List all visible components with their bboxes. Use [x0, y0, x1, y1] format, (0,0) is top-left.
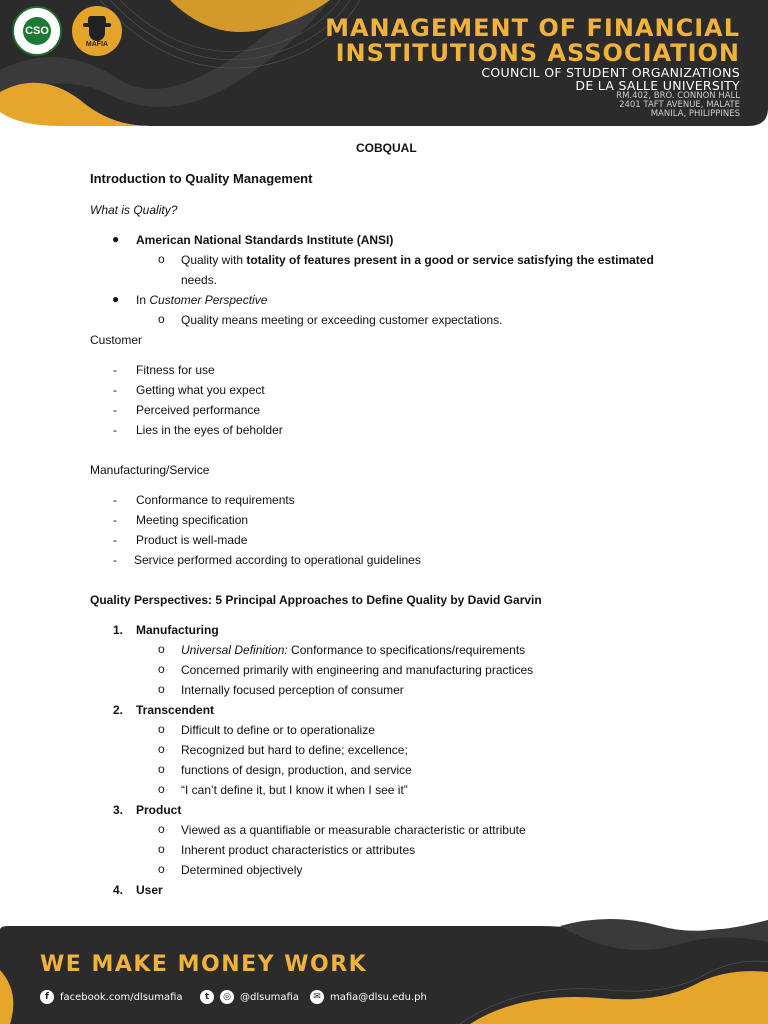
ansi-definition-c: needs.	[181, 273, 218, 287]
cp-b: Customer Perspective	[149, 293, 268, 307]
facebook-icon: f	[40, 990, 54, 1004]
letterhead-footer	[0, 912, 768, 1024]
sub-bullet-marker: o	[158, 782, 165, 796]
mafia-logo	[72, 6, 122, 56]
sub-bullet-marker: o	[158, 862, 165, 876]
org-title-line2: INSTITUTIONS ASSOCIATION	[335, 39, 740, 67]
list-item: Lies in the eyes of beholder	[136, 423, 283, 437]
approach-name: Manufacturing	[136, 623, 219, 637]
twitter-icon: t	[200, 990, 214, 1004]
email-link[interactable]: mafia@dlsu.edu.ph	[330, 991, 427, 1003]
council-line1: COUNCIL OF STUDENT ORGANIZATIONS	[481, 65, 740, 80]
footer-slogan: WE MAKE MONEY WORK	[40, 952, 368, 977]
manufacturing-definition	[181, 643, 525, 657]
list-item: Determined objectively	[181, 863, 303, 877]
dash-marker: -	[113, 533, 117, 547]
org-title-line1: MANAGEMENT OF FINANCIAL	[325, 14, 740, 42]
list-item: Viewed as a quantifiable or measurable characteristic or attribute	[181, 823, 526, 837]
list-item: Difficult to define or to operationalize	[181, 723, 375, 737]
approach-number: 4.	[113, 883, 124, 897]
dash-marker: -	[113, 493, 117, 507]
org-address	[616, 92, 740, 119]
universal-definition-text: Conformance to specifications/requirements	[287, 643, 526, 657]
list-item: Conformance to requirements	[136, 493, 295, 507]
dash-marker: -	[113, 423, 117, 437]
document-title: Introduction to Quality Management	[90, 171, 313, 186]
list-item: “I can’t define it, but I know it when I see it”	[181, 783, 408, 797]
ansi-definition-a: Quality with	[181, 253, 247, 267]
cp-a: In	[136, 293, 150, 307]
email-contact[interactable]	[310, 989, 427, 1005]
sub-bullet-marker: o	[158, 252, 165, 266]
letterhead-header	[0, 0, 768, 128]
dash-marker: -	[113, 403, 117, 417]
approach-name: User	[136, 883, 163, 897]
dash-marker: -	[113, 383, 117, 397]
facebook-link[interactable]: facebook.com/dlsumafia	[60, 991, 183, 1003]
social-contact[interactable]	[200, 989, 299, 1005]
sub-bullet-marker: o	[158, 312, 165, 326]
mafia-logo-text: MAFIA	[85, 41, 109, 48]
social-handle[interactable]: @dlsumafia	[240, 991, 299, 1003]
approach-name: Product	[136, 803, 182, 817]
customer-perspective	[136, 293, 267, 307]
instagram-icon: ◎	[220, 990, 234, 1004]
ansi-definition-b: totality of features present in a good or service satisfying the estimated	[246, 253, 654, 267]
approach-number: 1.	[113, 623, 124, 637]
approach-number: 2.	[113, 703, 124, 717]
sub-bullet-marker: o	[158, 742, 165, 756]
list-item: Product is well-made	[136, 533, 248, 547]
sub-bullet-marker: o	[158, 642, 165, 656]
list-item: Perceived performance	[136, 403, 261, 417]
list-item: Fitness for use	[136, 363, 215, 377]
sub-bullet-marker: o	[158, 662, 165, 676]
list-item: Concerned primarily with engineering and manufacturing practices	[181, 663, 534, 677]
cso-logo-text: CSO	[23, 17, 51, 45]
address-line3: MANILA, PHILIPPINES	[650, 109, 740, 119]
customer-heading: Customer	[90, 333, 143, 347]
bullet-marker: ●	[112, 292, 120, 306]
list-item: Meeting specification	[136, 513, 249, 527]
org-title	[325, 16, 740, 66]
ansi-label: American National Standards Institute (ANSI)	[136, 233, 394, 247]
sub-bullet-marker: o	[158, 762, 165, 776]
qp-heading: Quality Perspectives: 5 Principal Approaches to Define Quality by David Garvin	[90, 593, 542, 607]
ansi-definition	[181, 253, 654, 267]
dash-marker: -	[113, 513, 117, 527]
cp-definition: Quality means meeting or exceeding customer expectations.	[181, 313, 503, 327]
sub-bullet-marker: o	[158, 822, 165, 836]
facebook-contact[interactable]	[40, 989, 183, 1005]
dash-marker: -	[113, 553, 117, 567]
list-item: Recognized but hard to define; excellence;	[181, 743, 408, 757]
cso-logo	[12, 6, 62, 56]
list-item: Inherent product characteristics or attributes	[181, 843, 416, 857]
sub-bullet-marker: o	[158, 842, 165, 856]
quality-question: What is Quality?	[90, 203, 178, 217]
council-name	[481, 66, 740, 92]
address-line1: RM.402, BRO. CONNON HALL	[616, 91, 740, 101]
list-item: Getting what you expect	[136, 383, 265, 397]
list-item: Service performed according to operational guidelines	[134, 553, 421, 567]
approach-number: 3.	[113, 803, 124, 817]
bullet-marker: ●	[112, 232, 120, 246]
council-line2: DE LA SALLE UNIVERSITY	[575, 78, 740, 93]
dash-marker: -	[113, 363, 117, 377]
email-icon: ✉	[310, 990, 324, 1004]
sub-bullet-marker: o	[158, 682, 165, 696]
address-line2: 2401 TAFT AVENUE, MALATE	[619, 100, 740, 110]
sub-bullet-marker: o	[158, 722, 165, 736]
course-code: COBQUAL	[356, 141, 417, 155]
list-item: functions of design, production, and service	[181, 763, 412, 777]
mfg-heading: Manufacturing/Service	[90, 463, 210, 477]
list-item: Internally focused perception of consumer	[181, 683, 404, 697]
approach-name: Transcendent	[136, 703, 215, 717]
universal-definition-label: Universal Definition:	[181, 643, 288, 657]
